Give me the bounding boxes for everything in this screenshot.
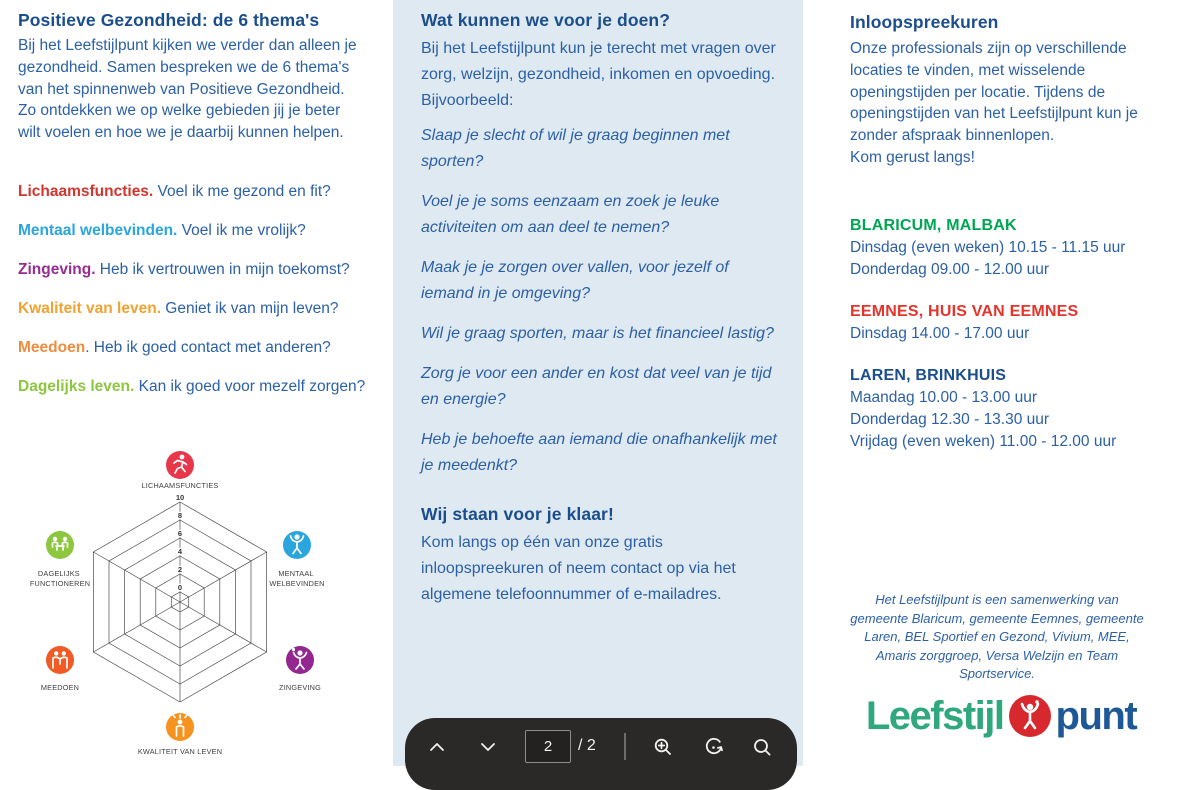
- axis-label-lichaamsfuncties: LICHAAMSFUNCTIES: [141, 481, 219, 490]
- question-item: Heb je behoefte aan iemand die onafhankelijk met je meedenkt?: [421, 431, 777, 474]
- radar-spoke: [177, 552, 267, 602]
- theme-question: . Heb ik goed contact met anderen?: [85, 338, 331, 356]
- health-spiderweb-chart: [20, 430, 350, 766]
- zoom-in-icon: [653, 737, 674, 758]
- theme-lead: Zingeving.: [18, 260, 96, 278]
- question-item: Slaap je slecht of wil je graag beginnen met sporten?: [421, 127, 730, 170]
- theme-question: Heb ik vertrouwen in mijn toekomst?: [95, 260, 350, 278]
- themes-list: [18, 182, 368, 397]
- next-page-button[interactable]: [471, 730, 505, 764]
- chevron-up-icon: [427, 738, 447, 756]
- logo-text-leefstijl: Leefstijl: [865, 693, 1004, 738]
- rotate-button[interactable]: [696, 730, 730, 764]
- location-name: BLARICUM, MALBAK: [850, 216, 1017, 234]
- right-intro: Onze professionals zijn op verschillende locaties te vinden, met wisselende openingstijden per locatie. Tijdens de openingstijden van het Leefstijlpunt kun je zonder afspraak binnenlopen.: [850, 40, 1138, 145]
- location-name: LAREN, BRINKHUIS: [850, 366, 1007, 384]
- column-inloopspreekuren: [803, 0, 1179, 766]
- zoom-in-button[interactable]: [646, 730, 680, 764]
- rotate-icon: [703, 737, 724, 758]
- meedoen-icon: [46, 646, 74, 674]
- theme-mentaal-welbevinden: [18, 221, 368, 241]
- logo-person-icon: [1007, 693, 1053, 739]
- dagelijks-functioneren-icon: [46, 531, 74, 559]
- question-item: Maak je je zorgen over vallen, voor jezelf of iemand in je omgeving?: [421, 259, 729, 302]
- radar-tick: 10: [175, 493, 185, 502]
- theme-zingeving: [18, 260, 368, 280]
- location-name: EEMNES, HUIS VAN EEMNES: [850, 302, 1079, 320]
- theme-dagelijks-leven: [18, 377, 368, 397]
- column-positieve-gezondheid: [0, 0, 393, 766]
- mid-heading: Wat kunnen we voor je doen?: [421, 10, 671, 30]
- location-time: Donderdag 09.00 - 12.00 uur: [850, 260, 1050, 278]
- question-item: Wil je graag sporten, maar is het financieel lastig?: [421, 325, 774, 342]
- location-time: Donderdag 12.30 - 13.30 uur: [850, 410, 1050, 428]
- axis-label-zingeving: ZINGEVING: [279, 683, 321, 692]
- theme-lead: Dagelijks leven.: [18, 377, 135, 395]
- question-item: Voel je je soms eenzaam en zoek je leuke activiteiten om aan deel te nemen?: [421, 193, 720, 236]
- theme-lead: Kwaliteit van leven.: [18, 299, 161, 317]
- radar-spoke: [180, 602, 267, 652]
- location-eemnes: [850, 301, 1143, 345]
- column-wat-kunnen-we-doen: [393, 0, 803, 766]
- search-button[interactable]: [745, 730, 779, 764]
- theme-meedoen: [18, 338, 368, 358]
- zingeving-icon: [286, 646, 314, 674]
- right-intro-2: Kom gerust langs!: [850, 148, 975, 166]
- lichaamsfuncties-icon: [166, 451, 194, 479]
- radar-tick: 2: [177, 565, 183, 574]
- radar-tick: 8: [177, 511, 183, 520]
- kwaliteit-van-leven-icon: [166, 713, 194, 741]
- pdf-toolbar: [405, 718, 797, 790]
- cta-text: Kom langs op één van onze gratis inloopspreekuren of neem contact op via het algemene telefoonnummer of e-mailadres.: [421, 534, 736, 603]
- radar-tick: 0: [177, 583, 183, 592]
- leefstijlpunt-logo: [813, 693, 1179, 739]
- cta-heading: Wij staan voor je klaar!: [421, 504, 614, 524]
- chevron-down-icon: [478, 738, 498, 756]
- question-item: Zorg je voor een ander en kost dat veel van je tijd en energie?: [421, 365, 772, 408]
- location-time: Maandag 10.00 - 13.00 uur: [850, 388, 1037, 406]
- toolbar-divider: [624, 733, 626, 760]
- radar-spoke: [93, 602, 180, 652]
- mid-intro: Bij het Leefstijlpunt kun je terecht met vragen over zorg, welzijn, gezondheid, inkomen en opvoeding. Bijvoorbeeld:: [421, 40, 776, 109]
- page-number-input[interactable]: [525, 730, 571, 763]
- search-icon: [752, 737, 773, 758]
- axis-label-mentaal-welbevinden: MENTAAL WELBEVINDEN: [269, 569, 325, 588]
- theme-question: Kan ik goed voor mezelf zorgen?: [134, 377, 366, 395]
- location-time: Dinsdag (even weken) 10.15 - 11.15 uur: [850, 238, 1126, 256]
- left-intro: Bij het Leefstijlpunt kijken we verder dan alleen je gezondheid. Samen bespreken we de 6 thema's van het spinnenweb van Positieve Gezondheid. Zo ontdekken we op welke gebieden jij je beter wilt voelen en hoe we je daarbij kunnen helpen.: [18, 37, 357, 142]
- radar-tick: 4: [177, 547, 183, 556]
- theme-lichaamsfuncties: [18, 182, 368, 202]
- location-blaricum: [850, 215, 1143, 281]
- theme-kwaliteit-van-leven: [18, 299, 368, 319]
- right-heading: Inloopspreekuren: [850, 12, 999, 32]
- theme-lead: Meedoen: [18, 338, 86, 356]
- radar-tick: 6: [177, 529, 183, 538]
- radar-spoke: [93, 552, 183, 602]
- partners-note: Het Leefstijlpunt is een samenwerking van gemeente Blaricum, gemeente Eemnes, gemeente Laren, BEL Sportief en Gezond, Vivium, MEE, Amaris zorggroep, Versa Welzijn en Team Sportservice.: [850, 592, 1144, 681]
- location-time: Vrijdag (even weken) 11.00 - 12.00 uur: [850, 432, 1117, 450]
- previous-page-button[interactable]: [420, 730, 454, 764]
- theme-question: Geniet ik van mijn leven?: [161, 299, 339, 317]
- logo-text-punt: punt: [1055, 693, 1137, 738]
- axis-label-dagelijks-functioneren: DAGELIJKS FUNCTIONEREN: [29, 569, 91, 588]
- location-time: Dinsdag 14.00 - 17.00 uur: [850, 324, 1030, 342]
- location-laren: [850, 365, 1143, 453]
- theme-question: Voel ik me gezond en fit?: [153, 182, 331, 200]
- theme-question: Voel ik me vrolijk?: [177, 221, 306, 239]
- axis-label-meedoen: MEEDOEN: [40, 683, 80, 692]
- mentaal-welbevinden-icon: [283, 531, 311, 559]
- left-heading: Positieve Gezondheid: de 6 thema's: [18, 10, 320, 30]
- page-count-label: / 2: [578, 737, 596, 754]
- theme-lead: Lichaamsfuncties.: [18, 182, 154, 200]
- axis-label-kwaliteit-van-leven: KWALITEIT VAN LEVEN: [137, 747, 223, 756]
- theme-lead: Mentaal welbevinden.: [18, 221, 178, 239]
